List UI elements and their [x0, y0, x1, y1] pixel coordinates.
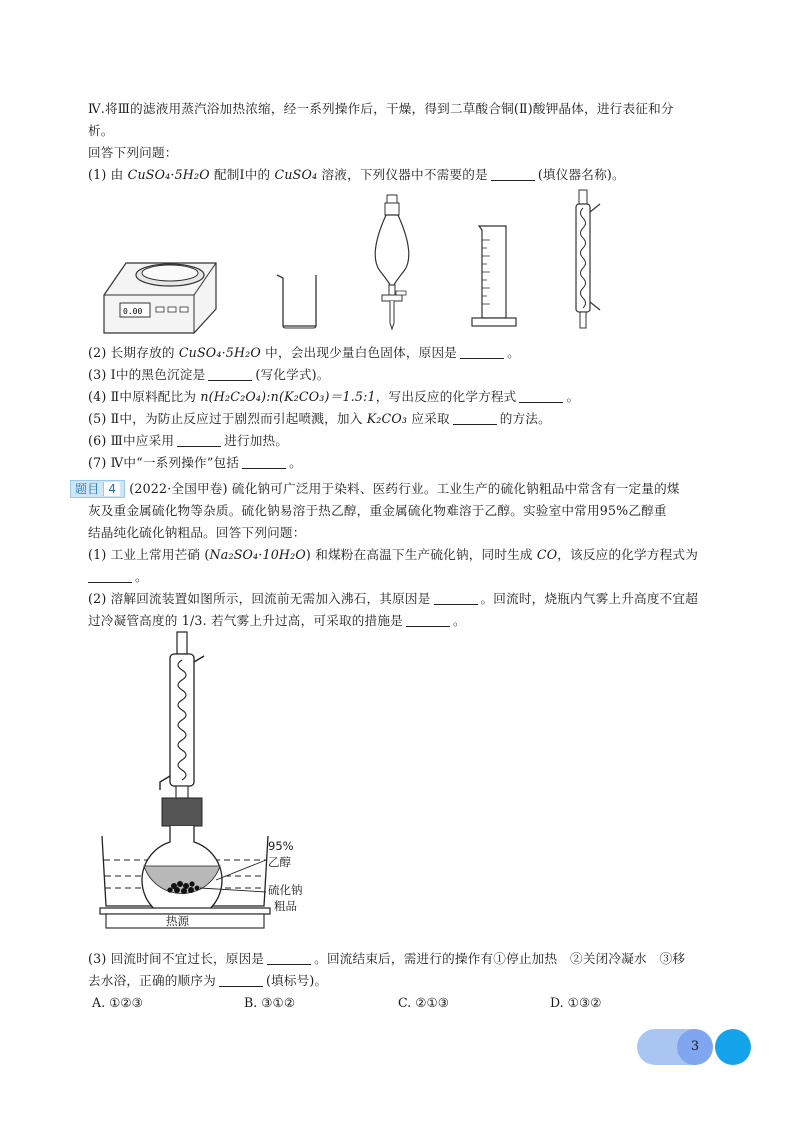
beaker-image	[274, 272, 320, 330]
q2-post: 中，会出现少量白色固体，原因是	[260, 345, 458, 360]
p4s2-a: (2) 溶解回流装置如图所示，回流前无需加入沸石，其原因是	[88, 591, 431, 606]
problem4-sub3-line1	[88, 948, 728, 970]
q4-post: ，写出反应的化学方程式	[375, 389, 517, 404]
q4-pre: (4) Ⅱ中原料配比为	[88, 389, 201, 404]
answer-blank[interactable]	[406, 612, 450, 627]
q2-formula: CuSO₄·5H₂O	[178, 345, 261, 360]
answer-blank[interactable]	[242, 454, 286, 469]
answer-prompt: 回答下列问题：	[88, 145, 178, 160]
choice-b[interactable]: B. ③①②	[244, 995, 296, 1010]
q5-post: 应采取	[407, 411, 450, 426]
choice-a[interactable]: A. ①②③	[92, 995, 143, 1010]
q6-tail: 进行加热。	[224, 433, 289, 448]
p4s3-d: (填标号)。	[265, 973, 328, 988]
answer-blank[interactable]	[491, 166, 535, 181]
problem4-sub3-line2	[88, 970, 728, 992]
answer-blank[interactable]	[519, 388, 563, 403]
p4s1-formula2: CO	[536, 547, 558, 562]
problem4-line1	[70, 478, 730, 500]
p4s1-post: ，该反应的化学方程式为	[557, 547, 699, 562]
p4s1-pre: (1) 工业上常用芒硝 (	[88, 547, 210, 562]
ethanol-label-pct: 95%	[268, 839, 294, 853]
p4s1-mid: ) 和煤粉在高温下生产硫化钠，同时生成	[305, 547, 537, 562]
problem-tag	[70, 480, 125, 498]
p4s3-c: 去水浴，正确的顺序为	[88, 973, 216, 988]
q7-pre: (7) Ⅳ中“一系列操作”包括	[88, 455, 240, 470]
answer-blank[interactable]	[177, 432, 221, 447]
page-number: 3	[690, 1039, 700, 1054]
question-7	[88, 452, 728, 474]
q1-tail: (填仪器名称)。	[537, 167, 625, 182]
q1-mid: 配制Ⅰ中的	[209, 167, 275, 182]
electronic-balance-image	[98, 255, 224, 335]
p4s3-a: (3) 回流时间不宜过长，原因是	[88, 951, 265, 966]
q5-tail: 的方法。	[499, 411, 551, 426]
p4s1-formula1: Na₂SO₄·10H₂O	[209, 547, 306, 562]
q3-pre: (3) Ⅰ中的黑色沉淀是	[88, 367, 206, 382]
problem-tag-label: 题目	[75, 482, 100, 496]
question-5	[88, 408, 728, 430]
answer-blank[interactable]	[267, 950, 311, 965]
answer-blank[interactable]	[460, 344, 504, 359]
q3-tail: (写化学式)。	[255, 367, 330, 382]
q4-tail: 。	[566, 389, 580, 404]
problem4-sub2-line2	[88, 610, 728, 632]
q2-tail: 。	[507, 345, 520, 360]
question-4	[88, 386, 728, 408]
separatory-funnel-image	[366, 195, 418, 337]
problem-number: 4	[103, 482, 120, 496]
question-6	[88, 430, 728, 452]
choice-d[interactable]: D. ①③②	[550, 995, 602, 1010]
answer-blank[interactable]	[434, 590, 478, 605]
q5-pre: (5) Ⅱ中，为防止反应过于剧烈而引起喷溅，加入	[88, 411, 367, 426]
stopper	[162, 798, 202, 826]
answer-blank[interactable]	[219, 972, 263, 987]
q6-pre: (6) Ⅲ中应采用	[88, 433, 175, 448]
step4-line2: 析。	[88, 123, 114, 138]
problem4-sub1-cont	[88, 566, 728, 588]
problem4-line2: 灰及重金属硫化物等杂质。硫化钠易溶于热乙醇，重金属硫化物难溶于乙醇。实验室中常用95%乙醇重	[88, 503, 667, 518]
q4-formula: n(H₂C₂O₄):n(K₂CO₃)＝1.5:1	[200, 389, 376, 404]
answer-blank[interactable]	[208, 366, 252, 381]
q1-pre: (1) 由	[88, 167, 128, 182]
water-outlet	[194, 656, 204, 662]
svg-text:0.00: 0.00	[123, 307, 143, 316]
choice-c[interactable]: C. ②①③	[398, 995, 450, 1010]
answer-blank[interactable]	[88, 568, 132, 583]
crude-label-1: 硫化钠	[268, 883, 303, 897]
q7-tail: 。	[289, 455, 302, 470]
problem4-sub2-line1	[88, 588, 728, 610]
q1-post: 溶液，下列仪器中不需要的是	[317, 167, 488, 182]
problem4-sub1	[88, 544, 728, 566]
question-2	[88, 342, 728, 364]
p4s1-tail: 。	[135, 569, 148, 584]
crude-label-2: 粗品	[274, 899, 297, 913]
condenser-joint	[176, 786, 188, 798]
graduated-cylinder-image	[468, 222, 520, 332]
answer-blank[interactable]	[453, 410, 497, 425]
p4s2-d: 。	[452, 613, 466, 628]
p4s3-b: 。回流结束后，需进行的操作有①停止加热 ②关闭冷凝水 ③移	[314, 951, 686, 966]
q1-formula1: CuSO₄·5H₂O	[127, 167, 210, 182]
q2-pre: (2) 长期存放的	[88, 345, 179, 360]
q5-formula: K₂CO₃	[366, 411, 408, 426]
heat-source-label: 热源	[166, 914, 189, 928]
question-1	[88, 164, 728, 186]
q1-formula2: CuSO₄	[274, 167, 318, 182]
reflux-apparatus-figure	[96, 630, 296, 930]
ethanol-label-name: 乙醇	[268, 855, 291, 869]
p4s2-c: 过冷凝管高度的 1/3. 若气雾上升过高，可采取的措施是	[88, 613, 403, 628]
question-3	[88, 364, 728, 386]
condenser-image	[564, 190, 604, 332]
problem4-line3: 结晶纯化硫化钠粗品。回答下列问题：	[88, 525, 306, 540]
problem4-intro-1: (2022·全国甲卷) 硫化钠可广泛用于染料、医药行业。工业生产的硫化钠粗品中常含有一定量的煤	[129, 481, 680, 496]
step4-line1: Ⅳ.将Ⅲ的滤液用蒸汽浴加热浓缩，经一系列操作后，干燥，得到二草酸合铜(Ⅱ)酸钾晶体，进行表征和分	[88, 101, 674, 116]
p4s2-b: 。回流时，烧瓶内气雾上升高度不宜超	[480, 591, 698, 606]
condenser-top-tube	[177, 632, 187, 654]
water-inlet	[160, 776, 170, 790]
